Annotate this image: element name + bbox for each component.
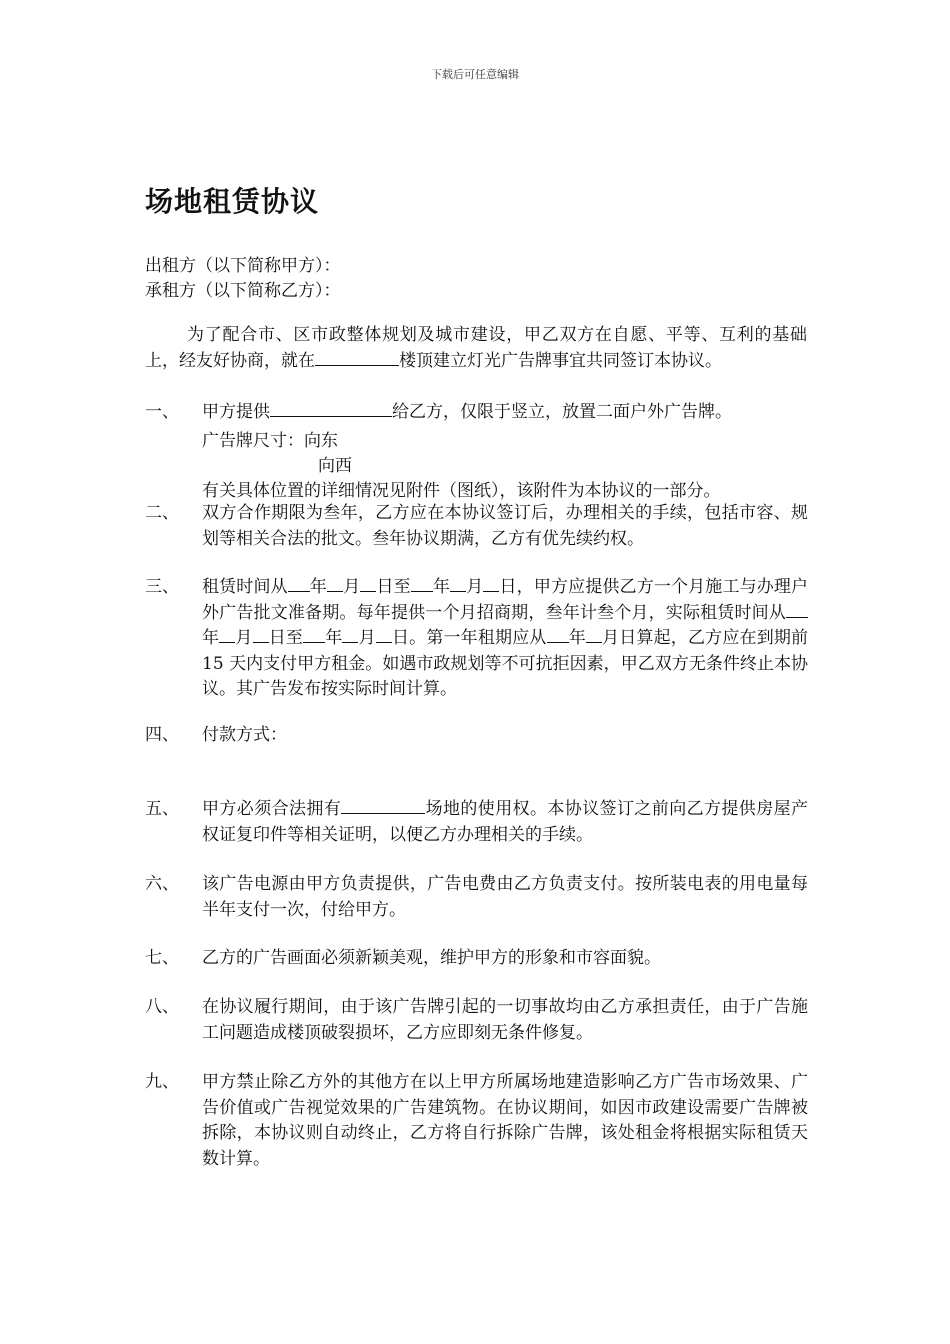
- lessee-line: 承租方（以下简称乙方）：: [145, 281, 341, 301]
- actual-start-month-blank[interactable]: [219, 628, 235, 643]
- location-blank[interactable]: [315, 351, 399, 366]
- actual-start-day-blank[interactable]: [253, 628, 269, 643]
- first-month-blank[interactable]: [586, 628, 602, 643]
- document-title: 场地租赁协议: [145, 185, 320, 218]
- clause-4-text: 付款方式：: [202, 725, 287, 745]
- c3-d3: 日至: [268, 628, 304, 648]
- c3-y5: 年: [568, 628, 586, 648]
- clause-1-text-a: 甲方提供: [202, 402, 270, 422]
- c3-d1: 日至: [376, 577, 411, 597]
- c3-d2: 日，甲方应提供乙方一个月施工与办理户外广告批文准备期。每年提供一个月招商期，叁年计叁个月，实际租赁时间从: [202, 577, 809, 623]
- intro-paragraph: [145, 323, 807, 374]
- clause-3-number: 三、: [145, 577, 179, 597]
- c3-t1: 租赁时间从: [202, 577, 288, 597]
- clause-7-text: 乙方的广告画面必须新颖美观，维护甲方的形象和市容面貌。: [202, 948, 661, 968]
- clause-2-number: 二、: [145, 503, 179, 523]
- clause-5-text: [202, 797, 808, 848]
- intro-text-2: 楼顶建立灯光广告牌事宜共同签订本协议。: [399, 350, 722, 371]
- c3-y1: 年: [309, 577, 328, 597]
- clause-5-number: 五、: [145, 799, 179, 819]
- c3-y3: 年: [202, 628, 220, 648]
- clause-8-text: 在协议履行期间，由于该广告牌引起的一切事故均由乙方承担责任，由于广告施工问题造成楼顶破裂损坏，乙方应即刻无条件修复。: [202, 997, 808, 1043]
- provided-item-blank[interactable]: [270, 402, 392, 417]
- start-month-blank[interactable]: [327, 577, 343, 592]
- header-note: 下载后可任意编辑: [431, 68, 519, 81]
- c3-y2: 年: [432, 577, 451, 597]
- actual-end-day-blank[interactable]: [376, 628, 392, 643]
- board-size-west: 向西: [318, 456, 352, 476]
- clause-1-text: [202, 400, 808, 426]
- board-size-label: 广告牌尺寸：向东: [202, 431, 338, 451]
- clause-7-number: 七、: [145, 948, 179, 968]
- end-year-blank[interactable]: [411, 577, 433, 592]
- c3-m5: 月: [601, 628, 620, 648]
- c3-m1: 月: [343, 577, 361, 597]
- actual-end-year-blank[interactable]: [303, 628, 325, 643]
- intro-text-1: 为了配合市、区市政整体规划及城市建设，甲乙双方在自愿、平等、互利的基础上，经友好协商，就在: [145, 325, 807, 371]
- c3-t-end: 日算起，乙方应在到期前 15 天内支付甲方租金。如遇市政规划等不可抗拒因素，甲乙双方无条件终止本协议。其广告发布按实际时间计算。: [202, 628, 809, 699]
- first-year-blank[interactable]: [547, 628, 569, 643]
- c3-m2: 月: [466, 577, 484, 597]
- c3-d4: 日。第一年租期应从: [391, 628, 547, 648]
- clause-5-text-a: 甲方必须合法拥有: [202, 799, 342, 819]
- clause-9-text: 甲方禁止除乙方外的其他方在以上甲方所属场地建造影响乙方广告市场效果、广告价值或广告视觉效果的广告建筑物。在协议期间，如因市政建设需要广告牌被拆除，本协议则自动终止，乙方将自行拆除广告牌，该处租金将根据实际租赁天数计算。: [202, 1072, 808, 1169]
- clause-6-number: 六、: [145, 874, 179, 894]
- clause-5-text-b: 场地的使用权。本协议签订之前向乙方提供房屋产权证复印件等相关证明，以便乙方办理相关的手续。: [202, 799, 809, 845]
- clause-2-text: 双方合作期限为叁年，乙方应在本协议签订后，办理相关的手续，包括市容、规划等相关合法的批文。叁年协议期满，乙方有优先续约权。: [202, 503, 808, 549]
- clause-3-text: [202, 575, 808, 703]
- clause-9-number: 九、: [145, 1072, 179, 1092]
- site-blank[interactable]: [341, 799, 425, 814]
- clause-1-number: 一、: [145, 402, 179, 422]
- start-day-blank[interactable]: [360, 577, 376, 592]
- actual-start-year-blank[interactable]: [786, 603, 808, 618]
- c3-y4: 年: [325, 628, 343, 648]
- attachment-note: 有关具体位置的详细情况见附件（图纸），该附件为本协议的一部分。: [202, 481, 721, 501]
- c3-m3: 月: [235, 628, 253, 648]
- end-month-blank[interactable]: [450, 577, 466, 592]
- clause-4-number: 四、: [145, 725, 179, 745]
- actual-end-month-blank[interactable]: [342, 628, 358, 643]
- clause-8-number: 八、: [145, 997, 179, 1017]
- clause-1-text-b: 给乙方，仅限于竖立，放置二面户外广告牌。: [392, 402, 732, 422]
- start-year-blank[interactable]: [288, 577, 310, 592]
- c3-m4: 月: [358, 628, 376, 648]
- end-day-blank[interactable]: [483, 577, 499, 592]
- lessor-line: 出租方（以下简称甲方）：: [145, 256, 341, 276]
- clause-6-text: 该广告电源由甲方负责提供，广告电费由乙方负责支付。按所装电表的用电量每半年支付一次，付给甲方。: [202, 874, 808, 920]
